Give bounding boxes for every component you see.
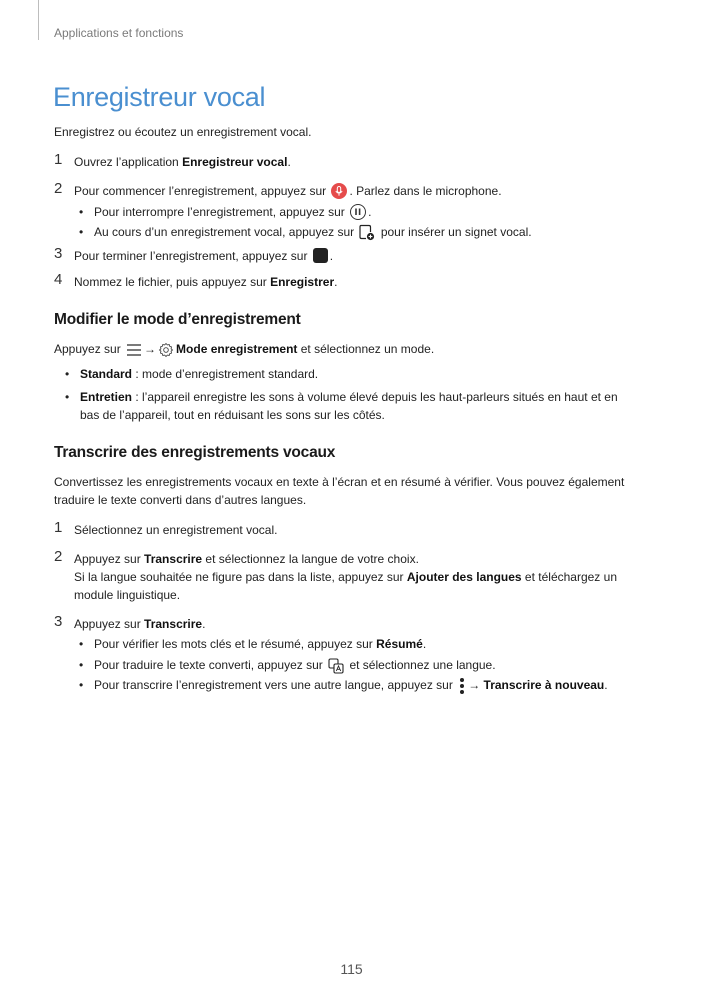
list-item: • Pour transcrire l’enregistrement vers une autre langue, appuyez sur → Transcrire à nouveau. [94,676,608,695]
step-number: 2 [54,548,63,565]
step-number: 4 [54,271,63,288]
list-item: • Pour vérifier les mots clés et le résumé, appuyez sur Résumé. [79,637,427,651]
step-3: Pour terminer l’enregistrement, appuyez sur . [74,249,334,263]
more-options-icon [458,677,466,695]
section-heading-transcribe: Transcrire des enregistrements vocaux [54,444,336,461]
transcribe-step-3: Appuyez sur Transcrire. [74,617,206,631]
bookmark-add-icon [359,224,375,241]
list-item: • Standard : mode d’enregistrement standard. [65,367,319,381]
microphone-icon [331,183,347,199]
step-number: 3 [54,245,63,262]
list-item: • Au cours d’un enregistrement vocal, appuyez sur pour insérer un signet vocal. [94,223,532,241]
header-rule [38,0,39,40]
step-1: Ouvrez l’application Enregistreur vocal. [74,155,291,169]
transcribe-intro: Convertissez les enregistrements vocaux en texte à l’écran et en résumé à vérifier. Vous pouvez également traduire le texte converti dans d’autres langues. [54,475,625,507]
stop-icon [313,248,328,263]
transcribe-step-1: Sélectionnez un enregistrement vocal. [74,523,278,537]
step-number: 1 [54,151,63,168]
step-2: Pour commencer l’enregistrement, appuyez sur . Parlez dans le microphone. [74,184,502,198]
step-number: 2 [54,180,63,197]
gear-icon [158,342,174,358]
section-label: Applications et fonctions [54,26,184,40]
list-item: • Pour traduire le texte converti, appuyez sur et sélectionnez une langue. [79,658,496,672]
page-number: 115 [340,961,363,977]
list-item: • Pour interrompre l’enregistrement, appuyez sur . [79,205,372,219]
mode-instruction: Appuyez sur → Mode enregistrement et sélectionnez un mode. [54,342,435,356]
step-number: 3 [54,613,63,630]
intro-text: Enregistrez ou écoutez un enregistrement vocal. [54,125,312,139]
step-number: 1 [54,519,63,536]
transcribe-step-2: Appuyez sur Transcrire et sélectionnez la langue de votre choix. Si la langue souhaitée ne figure pas dans la liste, appuyez sur Ajouter des langues et téléchargez un module linguistique. [74,552,617,602]
translate-icon [328,658,344,674]
list-item: • Entretien : l’appareil enregistre les sons à volume élevé depuis les haut-parleurs situés en haut et en bas de l’appareil, tout en réduisant les sons sur les côtés. [65,390,618,422]
pause-icon [350,204,366,220]
step-4: Nommez le fichier, puis appuyez sur Enregistrer. [74,275,338,289]
section-heading-mode: Modifier le mode d’enregistrement [54,311,301,328]
menu-icon [126,343,142,357]
page-title: Enregistreur vocal [53,82,266,112]
